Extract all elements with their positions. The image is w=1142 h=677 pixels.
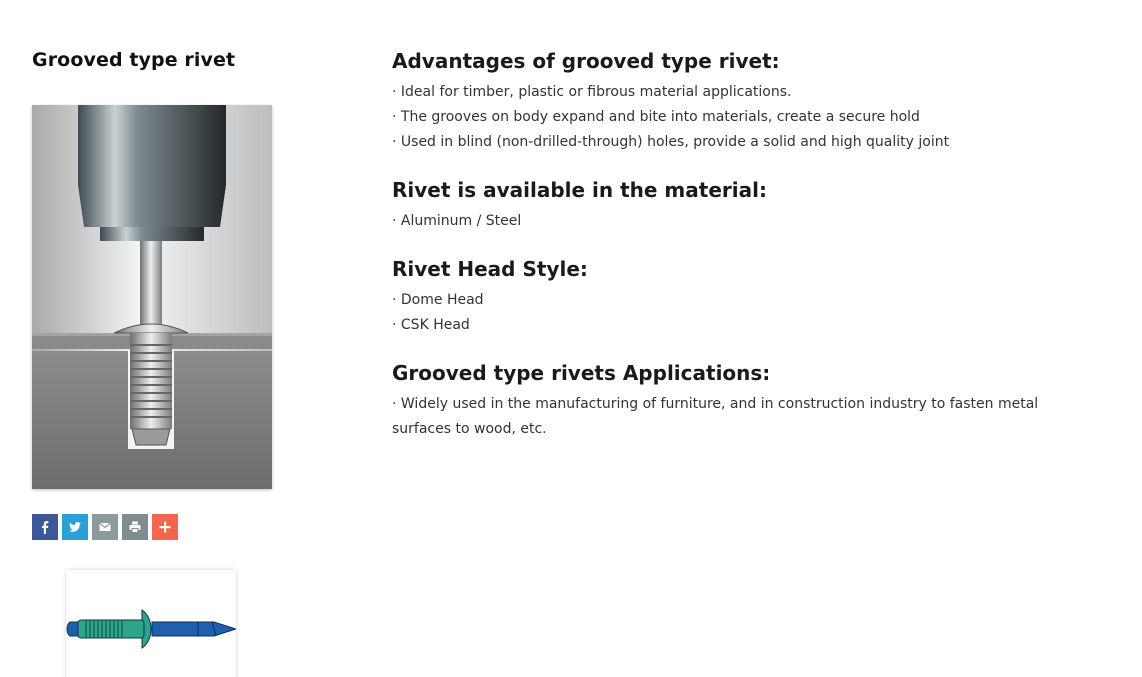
advantages-list: [392, 80, 1092, 155]
print-icon: [128, 520, 142, 534]
material-section: [392, 177, 1092, 234]
head-style-list: [392, 288, 1092, 338]
facebook-icon: [38, 520, 52, 534]
section-heading: Grooved type rivets Applications:: [392, 361, 771, 385]
section-heading: Rivet Head Style:: [392, 257, 588, 281]
share-twitter-button[interactable]: [62, 514, 88, 540]
section-heading: Rivet is available in the material:: [392, 178, 767, 202]
list-item: · Ideal for timber, plastic or fibrous material applications.: [392, 84, 792, 100]
share-more-button[interactable]: [152, 514, 178, 540]
head-style-section: [392, 256, 1092, 338]
rivet-installation-illustration: [32, 105, 272, 489]
plus-icon: [158, 520, 172, 534]
email-icon: [98, 520, 112, 534]
list-item: · Widely used in the manufacturing of furniture, and in construction industry to fasten metal surfaces to wood, etc.: [392, 396, 1039, 437]
product-title: Grooved type rivet: [32, 49, 236, 71]
twitter-icon: [68, 520, 82, 534]
share-print-button[interactable]: [122, 514, 148, 540]
list-item: · Dome Head: [392, 292, 484, 308]
rivet-thumbnail-illustration: [66, 570, 236, 677]
list-item: · Used in blind (non-drilled-through) holes, provide a solid and high quality joint: [392, 134, 950, 150]
list-item: · CSK Head: [392, 317, 470, 333]
product-thumbnail[interactable]: [66, 570, 236, 677]
section-heading: Advantages of grooved type rivet:: [392, 49, 780, 73]
share-email-button[interactable]: [92, 514, 118, 540]
applications-list: [392, 392, 1092, 442]
advantages-section: [392, 48, 1092, 155]
product-description: [392, 48, 1092, 464]
product-main-image[interactable]: [32, 105, 272, 489]
list-item: · Aluminum / Steel: [392, 213, 522, 229]
applications-section: [392, 360, 1092, 442]
list-item: · The grooves on body expand and bite into materials, create a secure hold: [392, 109, 920, 125]
share-facebook-button[interactable]: [32, 514, 58, 540]
share-toolbar: [32, 514, 178, 540]
material-list: [392, 209, 1092, 234]
